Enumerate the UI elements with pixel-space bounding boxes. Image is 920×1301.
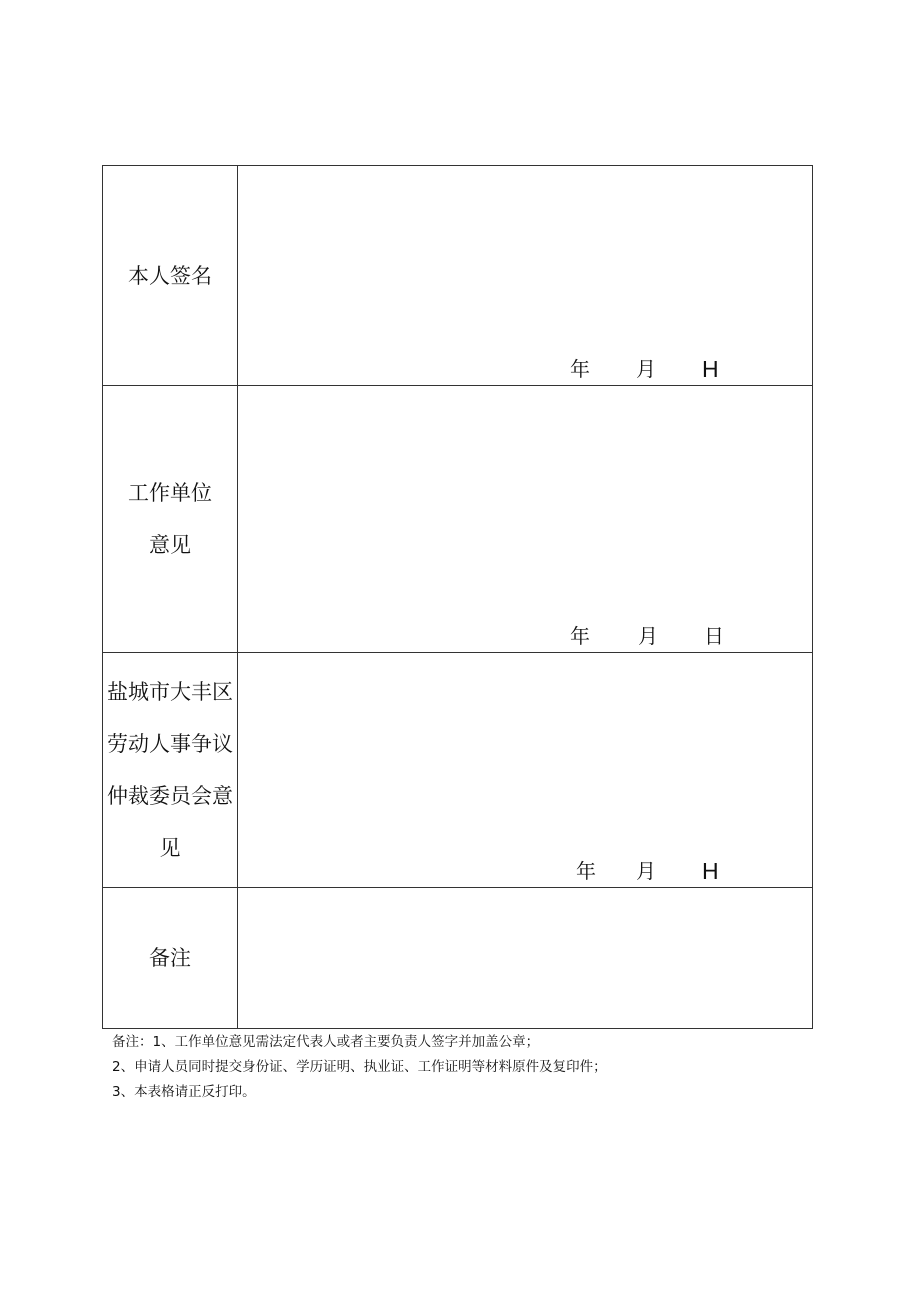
signature-date [570, 355, 770, 383]
date-month-label: 月 [636, 859, 656, 883]
employer-opinion-label-line: 工作单位 [128, 481, 212, 505]
arbitration-opinion-label-line: 仲裁委员会意 [107, 784, 233, 808]
arbitration-opinion-label-line: 见 [159, 836, 181, 860]
date-month-label: 月 [636, 357, 656, 381]
application-form-table [102, 165, 813, 1029]
signature-label: 本人签名 [128, 263, 212, 288]
arbitration-opinion-date [576, 857, 776, 885]
arbitration-opinion-field[interactable] [238, 653, 813, 888]
arbitration-opinion-label-line: 盐城市大丰区 [107, 680, 233, 704]
remarks-field[interactable] [238, 888, 813, 1029]
date-year-label: 年 [570, 357, 590, 381]
date-day-label: H [702, 858, 719, 884]
employer-opinion-date [570, 622, 770, 650]
remarks-label-cell [103, 888, 238, 1029]
arbitration-opinion-label-cell [103, 653, 238, 888]
date-year-label: 年 [576, 859, 596, 883]
date-day-label: H [702, 356, 719, 382]
signature-field[interactable] [238, 166, 813, 386]
employer-opinion-label-line: 意见 [149, 533, 191, 557]
footnote-line: 3、本表格请正反打印。 [112, 1084, 256, 1100]
arbitration-opinion-row [103, 653, 813, 888]
remarks-label: 备注 [149, 946, 191, 970]
date-year-label: 年 [570, 624, 590, 648]
signature-label-cell [103, 166, 238, 386]
footnote-line: 备注：1、工作单位意见需法定代表人或者主要负责人签字并加盖公章； [112, 1034, 540, 1050]
arbitration-opinion-label-line: 劳动人事争议 [107, 732, 233, 756]
employer-opinion-row [103, 386, 813, 653]
footnote-line: 2、申请人员同时提交身份证、学历证明、执业证、工作证明等材料原件及复印件； [112, 1059, 607, 1075]
employer-opinion-label-cell [103, 386, 238, 653]
employer-opinion-field[interactable] [238, 386, 813, 653]
date-day-label: 日 [704, 624, 724, 648]
remarks-row [103, 888, 813, 1029]
date-month-label: 月 [638, 624, 658, 648]
signature-row [103, 166, 813, 386]
footnotes [112, 1030, 832, 1105]
